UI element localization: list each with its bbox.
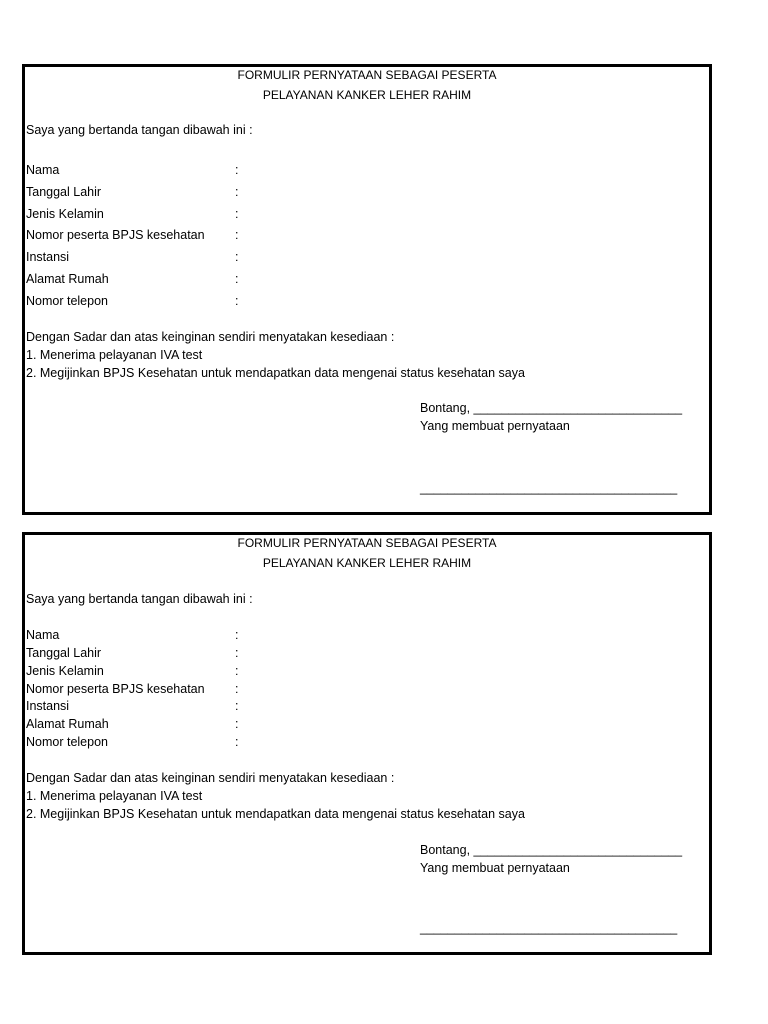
- field-label-nomor-bpjs: Nomor peserta BPJS kesehatan: [26, 682, 205, 696]
- field-colon: :: [235, 717, 239, 731]
- form-title-line1: FORMULIR PERNYATAAN SEBAGAI PESERTA: [237, 68, 497, 82]
- field-colon: :: [235, 699, 239, 713]
- statement-form-2: [22, 532, 712, 955]
- field-colon: :: [235, 294, 239, 308]
- field-colon: :: [235, 228, 239, 242]
- signer-caption: Yang membuat pernyataan: [420, 419, 570, 433]
- field-colon: :: [235, 664, 239, 678]
- field-label-instansi: Instansi: [26, 250, 70, 264]
- intro-text: Saya yang bertanda tangan dibawah ini :: [26, 592, 253, 606]
- field-label-instansi: Instansi: [26, 699, 70, 713]
- statement-item-1: 1. Menerima pelayanan IVA test: [26, 789, 203, 803]
- signature-line: _____________________________________: [420, 921, 678, 935]
- statement-form-1: [22, 64, 712, 515]
- field-label-jenis-kelamin: Jenis Kelamin: [26, 664, 104, 678]
- field-colon: :: [235, 735, 239, 749]
- statement-text: Dengan Sadar dan atas keinginan sendiri menyatakan kesediaan :: [26, 330, 395, 344]
- form-title-line2: PELAYANAN KANKER LEHER RAHIM: [262, 556, 472, 570]
- signer-caption: Yang membuat pernyataan: [420, 861, 570, 875]
- field-colon: :: [235, 163, 239, 177]
- field-label-tanggal-lahir: Tanggal Lahir: [26, 646, 102, 660]
- statement-item-2: 2. Megijinkan BPJS Kesehatan untuk mendapatkan data mengenai status kesehatan saya: [26, 366, 525, 380]
- field-label-jenis-kelamin: Jenis Kelamin: [26, 207, 104, 221]
- intro-text: Saya yang bertanda tangan dibawah ini :: [26, 123, 253, 137]
- field-label-alamat-rumah: Alamat Rumah: [26, 717, 109, 731]
- statement-text: Dengan Sadar dan atas keinginan sendiri menyatakan kesediaan :: [26, 771, 395, 785]
- signature-line: _____________________________________: [420, 481, 678, 495]
- field-label-nomor-telepon: Nomor telepon: [26, 735, 108, 749]
- form-title-line1: FORMULIR PERNYATAAN SEBAGAI PESERTA: [237, 536, 497, 550]
- field-colon: :: [235, 628, 239, 642]
- field-colon: :: [235, 646, 239, 660]
- field-label-nama: Nama: [26, 163, 60, 177]
- statement-item-2: 2. Megijinkan BPJS Kesehatan untuk mendapatkan data mengenai status kesehatan saya: [26, 807, 525, 821]
- field-colon: :: [235, 185, 239, 199]
- field-label-nama: Nama: [26, 628, 60, 642]
- field-label-nomor-bpjs: Nomor peserta BPJS kesehatan: [26, 228, 205, 242]
- statement-item-1: 1. Menerima pelayanan IVA test: [26, 348, 203, 362]
- place-date-line: Bontang, ______________________________: [420, 843, 683, 857]
- place-date-line: Bontang, ______________________________: [420, 401, 683, 415]
- field-label-tanggal-lahir: Tanggal Lahir: [26, 185, 102, 199]
- field-colon: :: [235, 207, 239, 221]
- form-title-line2: PELAYANAN KANKER LEHER RAHIM: [262, 88, 472, 102]
- field-colon: :: [235, 272, 239, 286]
- field-label-nomor-telepon: Nomor telepon: [26, 294, 108, 308]
- field-colon: :: [235, 250, 239, 264]
- field-label-alamat-rumah: Alamat Rumah: [26, 272, 109, 286]
- field-colon: :: [235, 682, 239, 696]
